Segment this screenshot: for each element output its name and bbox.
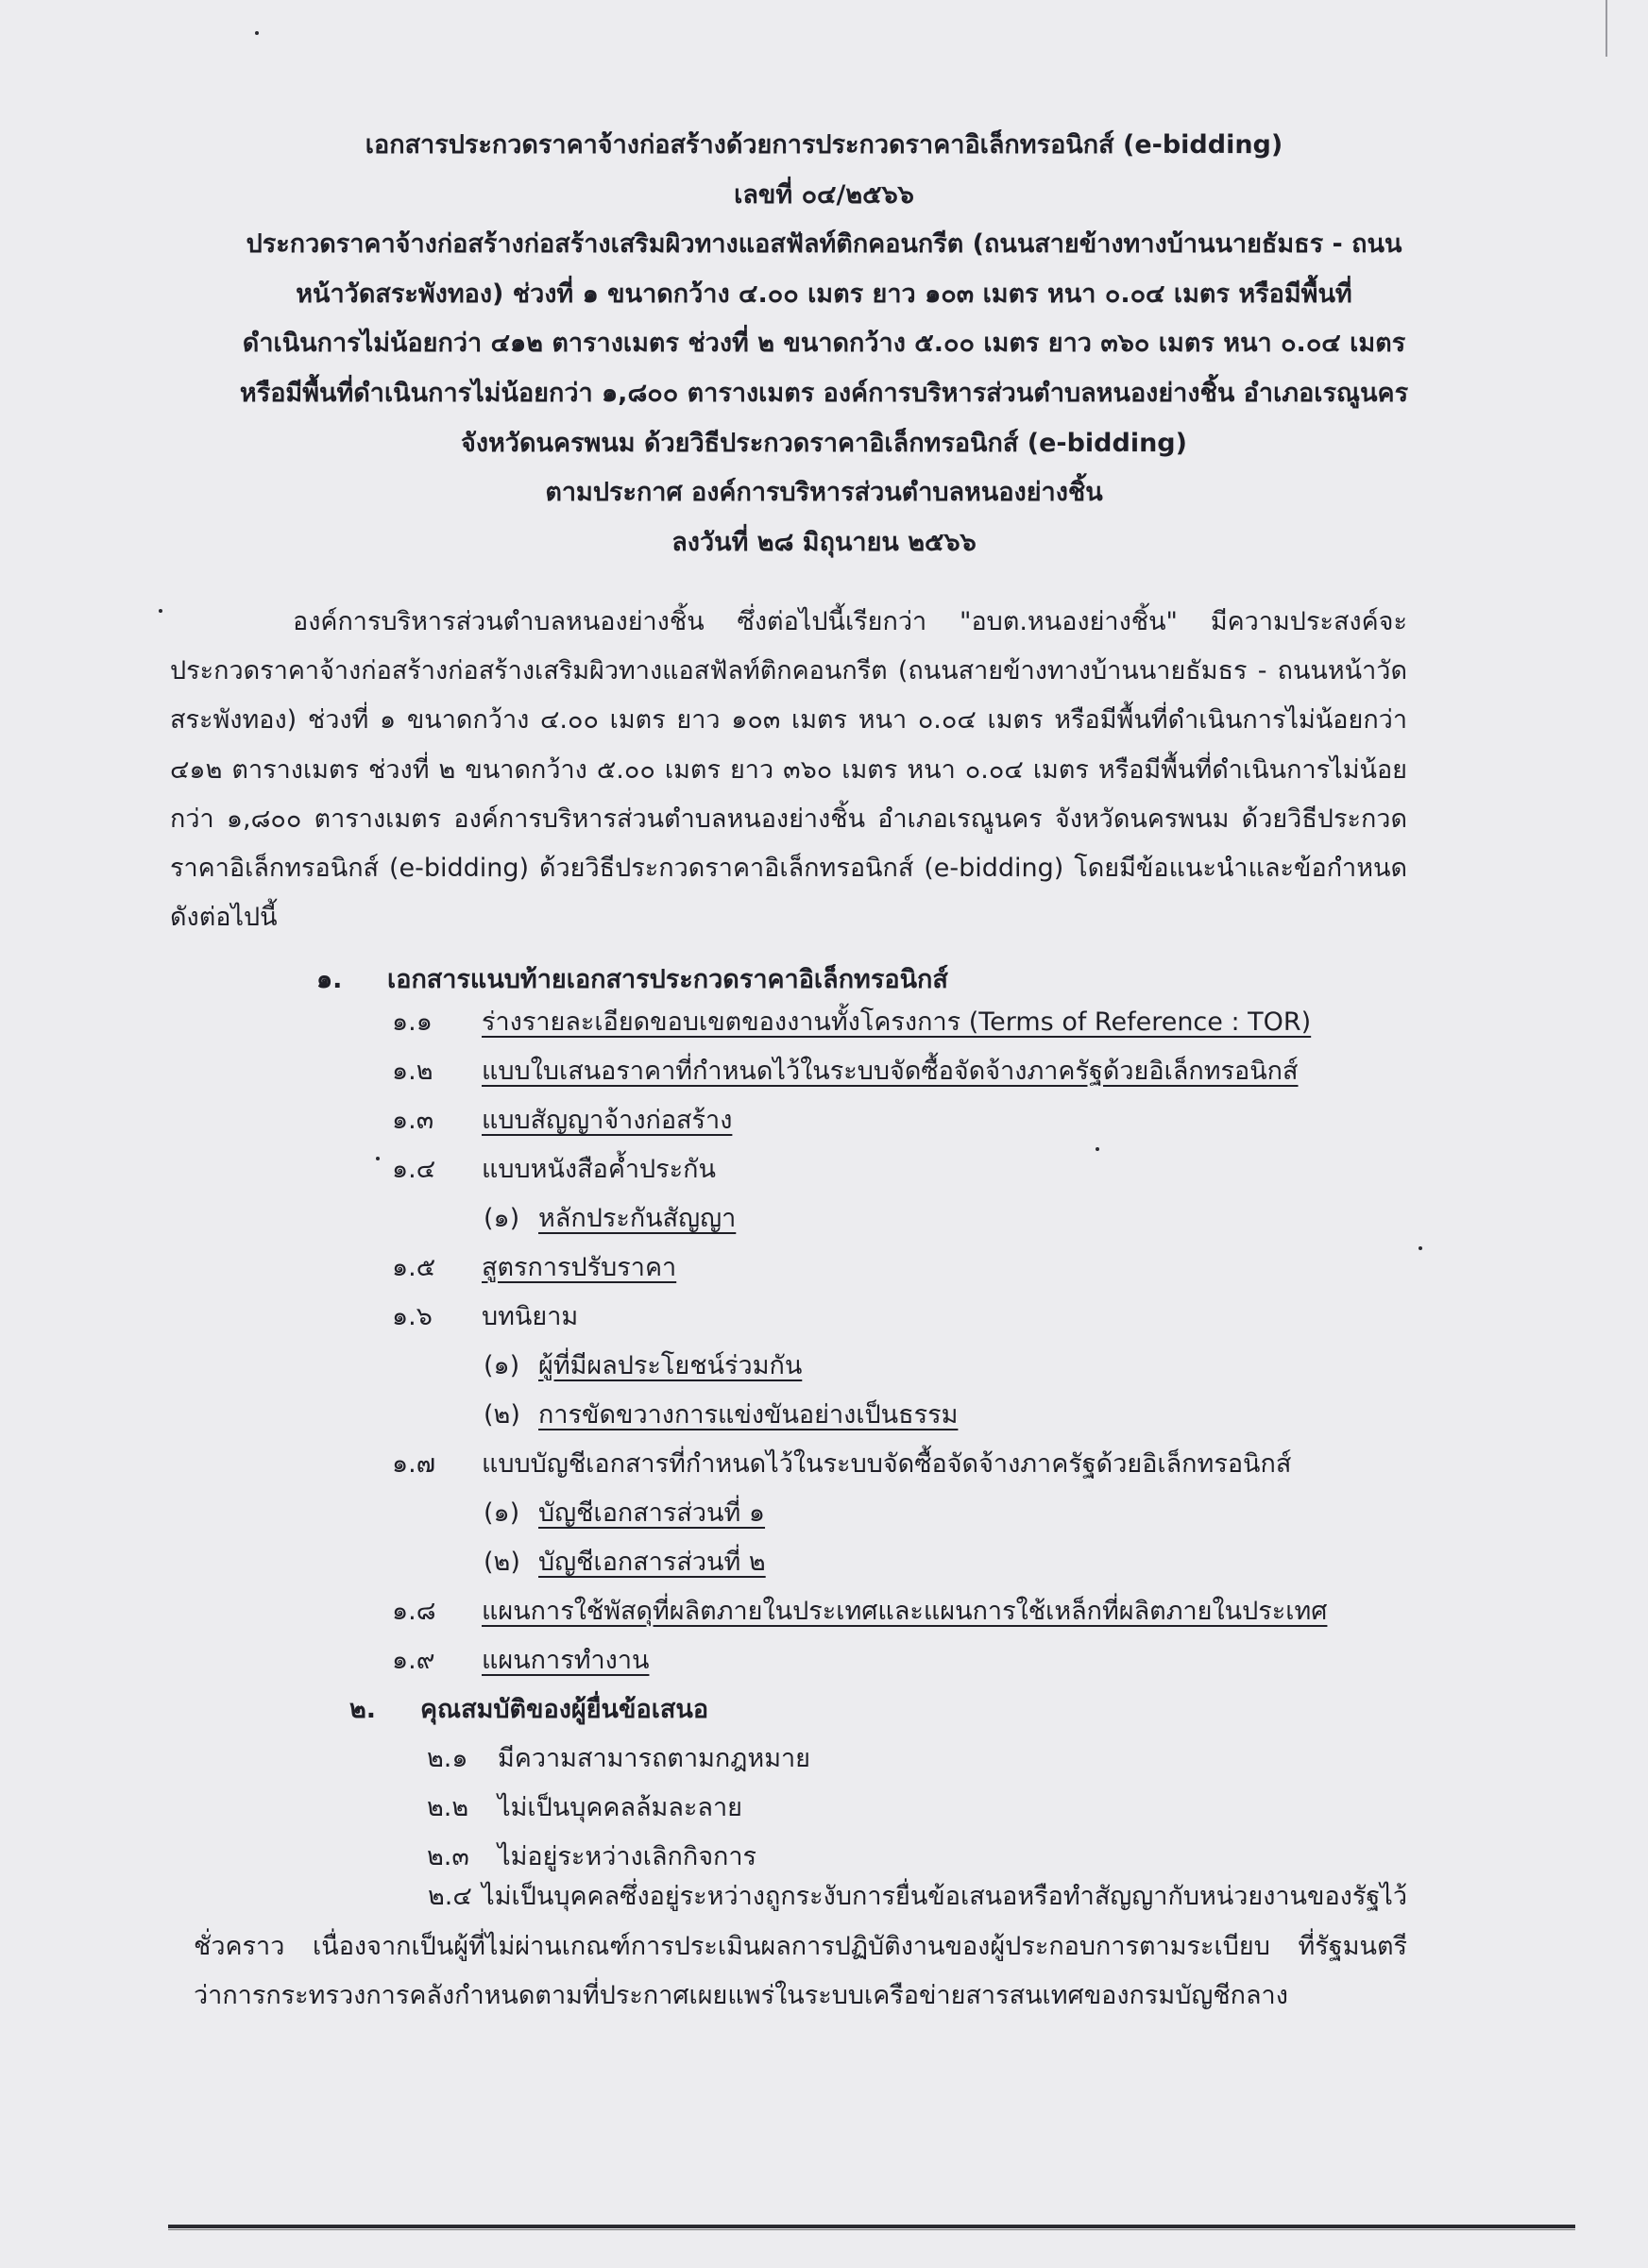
subitem-number: (๒) bbox=[484, 1400, 520, 1430]
item-number: ๑.๒ bbox=[392, 1057, 433, 1086]
header-project-line-5: จังหวัดนครพนม ด้วยวิธีประกวดราคาอิเล็กทรอนิกส์ (e-bidding) bbox=[461, 428, 1187, 458]
item-link-domestic-materials[interactable]: แผนการใช้พัสดุที่ผลิตภายในประเทศและแผนการใช้เหล็กที่ผลิตภายในประเทศ bbox=[482, 1597, 1328, 1626]
list-item bbox=[392, 1642, 649, 1680]
list-item bbox=[392, 1298, 578, 1336]
header-title: เอกสารประกวดราคาจ้างก่อสร้างด้วยการประกวดราคาอิเล็กทรอนิกส์ (e-bidding) bbox=[365, 130, 1283, 160]
section-2-heading bbox=[349, 1691, 708, 1729]
list-subitem bbox=[484, 1544, 766, 1582]
scan-speck bbox=[376, 1157, 380, 1160]
item-text: บทนิยาม bbox=[482, 1302, 579, 1331]
scan-speck bbox=[1096, 1147, 1099, 1151]
intro-text: องค์การบริหารส่วนตำบลหนองย่างชิ้น ซึ่งต่อไปนี้เรียกว่า "อบต.หนองย่างชิ้น" มีความประสงค์จะประกวดราคาจ้างก่อสร้างก่อสร้างเสริมผิวทางแอสฟัลท์ติกคอนกรีต (ถนนสายข้างทางบ้านนายธัมธร - ถนนหน้าวัดสระพังทอง) ช่วงที่ ๑ ขนาดกว้าง ๔.๐๐ เมตร ยาว ๑๐๓ เมตร หนา ๐.๐๔ เมตร หรือมีพื้นที่ดำเนินการไม่น้อยกว่า ๔๑๒ ตารางเมตร ช่วงที่ ๒ ขนาดกว้าง ๕.๐๐ เมตร ยาว ๓๖๐ เมตร หนา ๐.๐๔ เมตร หรือมีพื้นที่ดำเนินการไม่น้อยกว่า ๑,๘๐๐ ตารางเมตร องค์การบริหารส่วนตำบลหนองย่างชิ้น อำเภอเรณูนคร จังหวัดนครพนม ด้วยวิธีประกวดราคาอิเล็กทรอนิกส์ (e-bidding) ด้วยวิธีประกวดราคาอิเล็กทรอนิกส์ (e-bidding) โดยมีข้อแนะนำและข้อกำหนดดังต่อไปนี้ bbox=[170, 607, 1407, 933]
item-text: แบบหนังสือค้ำประกัน bbox=[482, 1155, 716, 1184]
item-link-bid-form[interactable]: แบบใบเสนอราคาที่กำหนดไว้ในระบบจัดซื้อจัดจ้างภาครัฐด้วยอิเล็กทรอนิกส์ bbox=[482, 1057, 1299, 1086]
list-subitem bbox=[484, 1396, 958, 1434]
subitem-number: (๑) bbox=[484, 1351, 520, 1380]
scan-speck bbox=[255, 31, 259, 35]
item-number: ๑.๗ bbox=[392, 1449, 436, 1479]
item-number: ๑.๔ bbox=[392, 1155, 436, 1184]
header-announcement: ตามประกาศ องค์การบริหารส่วนตำบลหนองย่างชิ้น bbox=[545, 478, 1103, 508]
item-number: ๑.๙ bbox=[392, 1646, 435, 1675]
intro-paragraph bbox=[170, 598, 1407, 942]
list-item bbox=[392, 1593, 1327, 1631]
list-item bbox=[392, 1151, 716, 1189]
item-number: ๑.๖ bbox=[392, 1302, 433, 1331]
item-text: มีความสามารถตามกฎหมาย bbox=[498, 1744, 810, 1773]
header-date: ลงวันที่ ๒๘ มิถุนายน ๒๕๖๖ bbox=[671, 527, 977, 557]
item-link-joint-interest[interactable]: ผู้ที่มีผลประโยชน์ร่วมกัน bbox=[538, 1351, 803, 1380]
header-project-line-2: หน้าวัดสระพังทอง) ช่วงที่ ๑ ขนาดกว้าง ๔.๐๐ เมตร ยาว ๑๐๓ เมตร หนา ๐.๐๔ เมตร หรือมีพื้นที่ bbox=[296, 279, 1352, 309]
item-text: ไม่อยู่ระหว่างเลิกกิจการ bbox=[498, 1842, 757, 1871]
item-link-doc-list-2[interactable]: บัญชีเอกสารส่วนที่ ๒ bbox=[538, 1548, 766, 1577]
item-link-doc-list-1[interactable]: บัญชีเอกสารส่วนที่ ๑ bbox=[538, 1498, 766, 1528]
section-2-title: คุณสมบัติของผู้ยื่นข้อเสนอ bbox=[420, 1695, 709, 1724]
item-4-text: ๒.๔ ไม่เป็นบุคคลซึ่งอยู่ระหว่างถูกระงับการยื่นข้อเสนอหรือทำสัญญากับหน่วยงานของรัฐไว้ชั่วคราว เนื่องจากเป็นผู้ที่ไม่ผ่านเกณฑ์การประเมินผลการปฏิบัติงานของผู้ประกอบการตามระเบียบ ที่รัฐมนตรีว่าการกระทรวงการคลังกำหนดตามที่ประกาศเผยแพร่ในระบบเครือข่ายสารสนเทศของกรมบัญชีกลาง bbox=[194, 1882, 1407, 2010]
list-item bbox=[392, 1102, 732, 1140]
scan-speck bbox=[159, 609, 162, 613]
header-project-line-1: ประกวดราคาจ้างก่อสร้างก่อสร้างเสริมผิวทางแอสฟัลท์ติกคอนกรีต (ถนนสายข้างทางบ้านนายธัมธร - ถนน bbox=[246, 229, 1402, 260]
header-project-line-4: หรือมีพื้นที่ดำเนินการไม่น้อยกว่า ๑,๘๐๐ ตารางเมตร องค์การบริหารส่วนตำบลหนองย่างชิ้น อำเภอเรณูนคร bbox=[239, 378, 1409, 408]
list-subitem bbox=[484, 1495, 765, 1532]
bottom-rule bbox=[168, 2225, 1575, 2228]
list-item bbox=[427, 1838, 756, 1876]
list-subitem bbox=[484, 1200, 736, 1238]
item-link-work-plan[interactable]: แผนการทำงาน bbox=[482, 1646, 650, 1675]
item-link-tor[interactable]: ร่างรายละเอียดขอบเขตของงานทั้งโครงการ (Terms of Reference : TOR) bbox=[482, 1007, 1312, 1037]
section-2-item-4 bbox=[194, 1872, 1407, 2022]
item-text: แบบบัญชีเอกสารที่กำหนดไว้ในระบบจัดซื้อจัดจ้างภาครัฐด้วยอิเล็กทรอนิกส์ bbox=[482, 1449, 1292, 1479]
scan-speck bbox=[1419, 1246, 1422, 1250]
item-number: ๒.๒ bbox=[427, 1793, 469, 1822]
header-project-line-3: ดำเนินการไม่น้อยกว่า ๔๑๒ ตารางเมตร ช่วงที่ ๒ ขนาดกว้าง ๕.๐๐ เมตร ยาว ๓๖๐ เมตร หนา ๐.๐๔ เมตร bbox=[242, 329, 1406, 359]
section-1-number: ๑. bbox=[316, 965, 343, 994]
item-number: ๒.๓ bbox=[427, 1842, 469, 1871]
list-item bbox=[427, 1740, 810, 1778]
item-link-contract[interactable]: แบบสัญญาจ้างก่อสร้าง bbox=[482, 1106, 733, 1135]
scan-edge-line bbox=[1606, 0, 1607, 57]
subitem-number: (๒) bbox=[484, 1548, 520, 1577]
item-number: ๑.๑ bbox=[392, 1007, 433, 1037]
section-2-number: ๒. bbox=[349, 1695, 377, 1724]
section-1-heading bbox=[316, 961, 948, 999]
document-header bbox=[113, 121, 1535, 567]
list-item bbox=[392, 1004, 1311, 1041]
list-item bbox=[392, 1446, 1291, 1483]
list-item bbox=[392, 1249, 676, 1287]
item-number: ๑.๘ bbox=[392, 1597, 436, 1626]
header-number: เลขที่ ๐๔/๒๕๖๖ bbox=[734, 179, 914, 210]
list-item bbox=[392, 1053, 1299, 1091]
item-number: ๑.๕ bbox=[392, 1253, 436, 1282]
subitem-number: (๑) bbox=[484, 1498, 520, 1528]
item-number: ๑.๓ bbox=[392, 1106, 434, 1135]
item-link-fair-competition[interactable]: การขัดขวางการแข่งขันอย่างเป็นธรรม bbox=[538, 1400, 959, 1430]
item-number: ๒.๑ bbox=[427, 1744, 468, 1773]
subitem-number: (๑) bbox=[484, 1204, 520, 1233]
list-subitem bbox=[484, 1347, 802, 1385]
item-link-guarantee[interactable]: หลักประกันสัญญา bbox=[538, 1204, 737, 1233]
list-item bbox=[427, 1789, 742, 1827]
item-text: ไม่เป็นบุคคลล้มละลาย bbox=[498, 1793, 742, 1822]
bottom-rule-thin bbox=[168, 2229, 1575, 2230]
section-1-title: เอกสารแนบท้ายเอกสารประกวดราคาอิเล็กทรอนิกส์ bbox=[387, 965, 948, 994]
item-link-price-formula[interactable]: สูตรการปรับราคา bbox=[482, 1253, 677, 1282]
